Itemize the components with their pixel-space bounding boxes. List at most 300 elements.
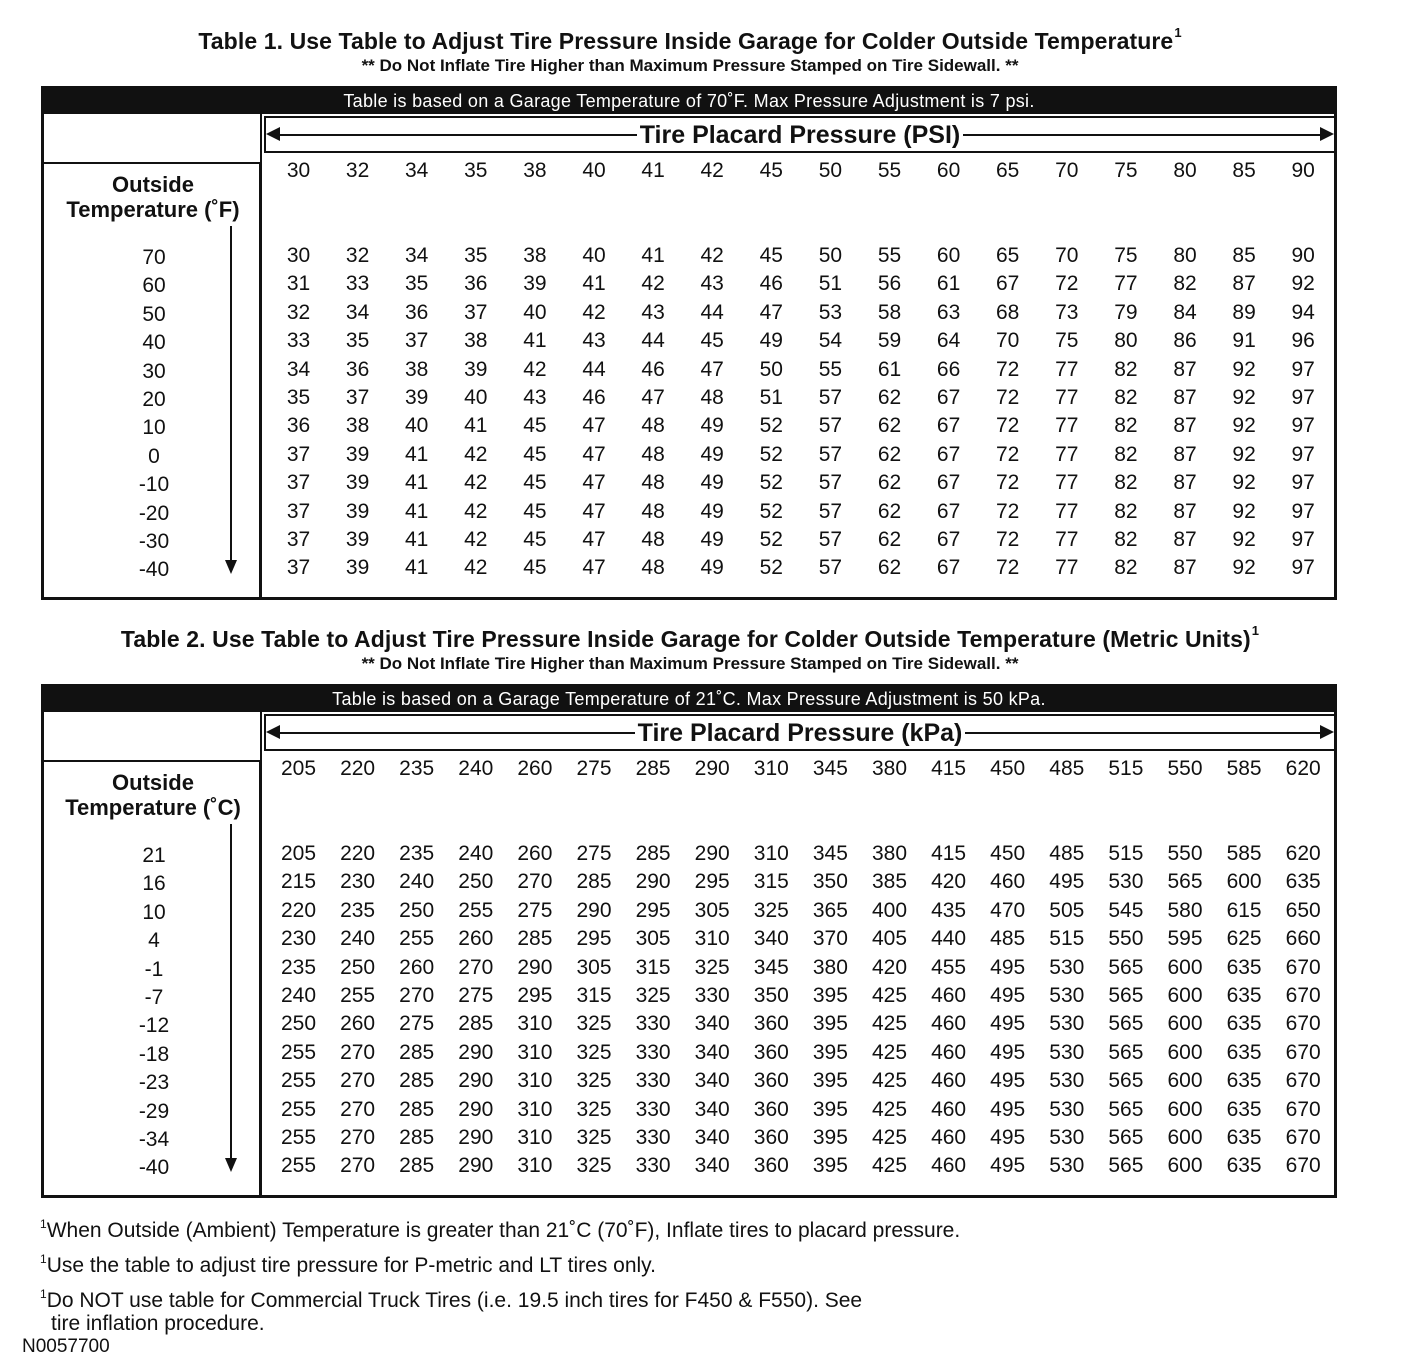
row-temperature: -7 (144, 986, 164, 1009)
table-cell: 35 (286, 386, 311, 409)
table-cell: 97 (1291, 471, 1315, 495)
table-cell: 44 (582, 357, 606, 381)
column-header: 550 (1167, 757, 1203, 780)
column-header: 40 (582, 159, 606, 182)
footnotes (40, 1210, 960, 1338)
table-cell: 57 (818, 442, 843, 466)
table-cell: 35 (405, 272, 429, 296)
table-cell: 45 (523, 442, 547, 466)
table-cell: 515 (1049, 927, 1085, 951)
table-cell: 86 (1173, 329, 1197, 353)
table-cell: 315 (576, 984, 612, 1007)
column-header: 415 (931, 757, 967, 780)
table-cell: 600 (1167, 1126, 1203, 1149)
table-cell: 255 (280, 1069, 317, 1093)
table-cell: 43 (582, 329, 606, 353)
table-cell: 485 (1049, 842, 1085, 865)
column-header: 34 (405, 159, 429, 182)
table-cell: 670 (1285, 1040, 1321, 1064)
table-cell: 82 (1114, 357, 1138, 381)
table-cell: 49 (700, 528, 724, 551)
table-cell: 615 (1226, 898, 1262, 922)
table-cell: 635 (1226, 955, 1262, 979)
table-cell: 255 (340, 984, 376, 1007)
table2-temperature-column (44, 760, 262, 1195)
table-cell: 85 (1232, 244, 1256, 267)
table-cell: 370 (812, 927, 848, 951)
table-cell: 39 (345, 442, 370, 466)
table-cell: 285 (399, 1126, 435, 1149)
table-cell: 50 (818, 244, 843, 267)
down-arrow-icon (225, 560, 237, 574)
table-cell: 600 (1226, 870, 1262, 894)
column-header: 90 (1291, 159, 1315, 182)
column-header: 310 (753, 757, 789, 780)
table-cell: 77 (1055, 471, 1079, 495)
table-cell: 325 (753, 898, 789, 922)
table-cell: 97 (1291, 442, 1315, 466)
table-cell: 365 (812, 898, 848, 922)
table-cell: 395 (812, 1154, 848, 1178)
table-cell: 47 (641, 386, 665, 409)
table-cell: 47 (582, 442, 606, 466)
column-header: 275 (576, 757, 612, 780)
table-cell: 67 (936, 528, 961, 551)
table-cell: 340 (753, 927, 789, 951)
table-cell: 46 (759, 272, 783, 296)
table-cell: 45 (700, 329, 724, 353)
table-cell: 395 (812, 1097, 848, 1121)
table-cell: 455 (931, 955, 967, 979)
table-cell: 325 (576, 1154, 612, 1178)
table-cell: 92 (1232, 442, 1256, 466)
table-cell: 47 (700, 357, 724, 381)
table-cell: 42 (582, 300, 606, 324)
table-cell: 62 (877, 556, 902, 580)
table-cell: 325 (576, 1126, 612, 1149)
table-cell: 285 (399, 1069, 435, 1093)
row-temperature: -20 (138, 501, 170, 525)
table-cell: 470 (990, 898, 1026, 922)
table-cell: 47 (582, 556, 606, 580)
table-cell: 64 (936, 329, 961, 353)
table-cell: 92 (1291, 272, 1315, 296)
table-cell: 340 (694, 1012, 730, 1036)
column-header: 345 (812, 757, 848, 780)
table-cell: 290 (694, 842, 730, 865)
table-cell: 45 (523, 499, 547, 523)
table-cell: 485 (990, 927, 1026, 951)
table-cell: 530 (1049, 1040, 1085, 1064)
table-cell: 530 (1049, 955, 1085, 979)
table-cell: 41 (523, 329, 547, 353)
table-cell: 460 (931, 984, 967, 1007)
table-cell: 330 (635, 1069, 671, 1093)
table-cell: 55 (818, 357, 843, 381)
table-cell: 38 (345, 414, 370, 438)
table-cell: 38 (405, 357, 429, 381)
table-cell: 47 (582, 528, 606, 551)
down-arrow-line (230, 226, 232, 562)
table-cell: 48 (641, 442, 665, 466)
column-header: 620 (1285, 757, 1321, 780)
row-temperature: 16 (142, 872, 166, 896)
footnote-1: $^1$When Outside (Ambient) Temperature is greater than 21˚C (70˚F), Inflate tires to placard pressure. (40, 1217, 961, 1242)
table-cell: 36 (286, 414, 311, 438)
table-cell: 43 (700, 272, 724, 296)
table-cell: 46 (641, 357, 665, 381)
column-header: 41 (641, 159, 665, 182)
table-cell: 495 (1049, 870, 1085, 894)
table-cell: 39 (464, 357, 488, 381)
table-cell: 33 (345, 272, 370, 296)
table-cell: 91 (1232, 329, 1256, 353)
row-temperature: -10 (138, 473, 170, 497)
table-cell: 37 (286, 499, 311, 523)
table-cell: 87 (1173, 556, 1197, 580)
table-cell: 425 (871, 984, 908, 1007)
table-cell: 285 (399, 1040, 435, 1064)
table-cell: 315 (635, 955, 671, 979)
table-cell: 360 (753, 1154, 789, 1178)
table-cell: 39 (345, 528, 370, 551)
table-cell: 45 (759, 244, 783, 267)
table-cell: 345 (812, 842, 848, 865)
table2-note: ** Do Not Inflate Tire Higher than Maximum Pressure Stamped on Tire Sidewall. ** (361, 654, 1019, 673)
table-cell: 425 (871, 1012, 908, 1036)
table-cell: 43 (641, 300, 665, 324)
table-cell: 92 (1232, 414, 1256, 438)
down-arrow-icon (225, 1158, 237, 1172)
column-header: 485 (1049, 757, 1085, 780)
table-cell: 635 (1226, 1097, 1262, 1121)
table-cell: 41 (405, 442, 429, 466)
table-cell: 87 (1173, 499, 1197, 523)
table-cell: 39 (523, 272, 547, 296)
table-cell: 87 (1173, 528, 1197, 551)
table-cell: 515 (1108, 842, 1144, 865)
table-cell: 42 (523, 357, 547, 381)
table-cell: 340 (694, 1097, 730, 1121)
table2-placard-label: Tire Placard Pressure (kPa) (635, 719, 966, 747)
table-cell: 56 (877, 272, 902, 296)
table-cell: 77 (1055, 414, 1079, 438)
table-cell: 600 (1167, 1069, 1203, 1093)
table-cell: 87 (1232, 272, 1256, 296)
table-cell: 50 (759, 357, 783, 381)
table-cell: 495 (990, 1012, 1026, 1036)
table-cell: 275 (517, 898, 553, 922)
table-cell: 425 (871, 1154, 908, 1178)
row-temperature: 60 (142, 274, 166, 298)
table-cell: 37 (405, 329, 429, 353)
table-cell: 67 (936, 471, 961, 495)
table-cell: 260 (399, 955, 435, 979)
table-cell: 57 (818, 414, 843, 438)
table-cell: 49 (700, 414, 724, 438)
table-cell: 96 (1291, 329, 1315, 353)
table2-temperature-header: Outside Temperature (˚C) (65, 770, 241, 820)
table-cell: 97 (1291, 556, 1315, 580)
row-temperature: 30 (142, 359, 166, 383)
table-cell: 62 (877, 386, 902, 409)
table-cell: 420 (871, 955, 908, 979)
table-cell: 585 (1226, 842, 1262, 865)
table-cell: 315 (753, 870, 789, 894)
table-cell: 360 (753, 1012, 789, 1036)
table-cell: 51 (759, 386, 783, 409)
column-header: 75 (1114, 159, 1138, 182)
table-cell: 65 (996, 244, 1020, 267)
table-cell: 77 (1055, 528, 1079, 551)
table-cell: 44 (641, 329, 665, 353)
table-cell: 405 (871, 927, 908, 951)
table-cell: 32 (286, 300, 311, 324)
table-cell: 395 (812, 1040, 848, 1064)
table-cell: 82 (1114, 556, 1138, 580)
table-cell: 350 (812, 870, 848, 894)
table-cell: 325 (694, 955, 730, 979)
table-cell: 600 (1167, 1154, 1203, 1178)
table-cell: 42 (464, 499, 488, 523)
table-cell: 545 (1108, 898, 1144, 922)
table-cell: 530 (1108, 870, 1144, 894)
table-cell: 37 (464, 300, 488, 324)
table-cell: 72 (996, 414, 1020, 438)
table-cell: 325 (576, 1012, 612, 1036)
table-cell: 49 (700, 442, 724, 466)
table-cell: 310 (517, 1012, 553, 1036)
table-cell: 295 (576, 927, 612, 951)
table-cell: 67 (936, 556, 961, 580)
table-cell: 495 (990, 955, 1026, 979)
table-cell: 260 (340, 1012, 376, 1036)
table-cell: 255 (280, 1126, 317, 1149)
table-cell: 270 (399, 984, 435, 1007)
table-cell: 565 (1167, 870, 1203, 894)
table-cell: 47 (582, 471, 606, 495)
table-cell: 255 (399, 927, 435, 951)
table-cell: 255 (280, 1154, 317, 1178)
table-cell: 290 (458, 1154, 494, 1178)
table-cell: 285 (576, 870, 612, 894)
table-cell: 49 (700, 499, 724, 523)
table-cell: 87 (1173, 471, 1197, 495)
table-cell: 330 (635, 1154, 671, 1178)
table-cell: 670 (1285, 1126, 1321, 1149)
table-cell: 240 (340, 927, 376, 951)
table-cell: 290 (635, 870, 671, 894)
table-cell: 235 (280, 955, 317, 979)
table-cell: 330 (694, 984, 730, 1007)
footnote-2: $^1$Use the table to adjust tire pressure for P-metric and LT tires only. (40, 1252, 656, 1277)
table-cell: 505 (1049, 898, 1085, 922)
table-cell: 460 (931, 1040, 967, 1064)
table2-placard-header (264, 714, 1334, 751)
table-cell: 97 (1291, 528, 1315, 551)
column-header: 585 (1226, 757, 1262, 780)
table-cell: 670 (1285, 1069, 1321, 1093)
table-cell: 40 (523, 300, 547, 324)
column-header: 38 (523, 159, 547, 182)
table-cell: 650 (1285, 898, 1321, 922)
table-cell: 97 (1291, 386, 1315, 409)
table-cell: 625 (1226, 927, 1262, 951)
table-cell: 77 (1055, 556, 1079, 580)
table-cell: 52 (759, 414, 783, 438)
table-cell: 33 (286, 329, 311, 353)
table-cell: 57 (818, 556, 843, 580)
table-cell: 325 (635, 984, 671, 1007)
table-cell: 230 (280, 927, 317, 951)
table-cell: 41 (582, 272, 606, 296)
table-cell: 395 (812, 1012, 848, 1036)
table-cell: 97 (1291, 357, 1315, 381)
table-cell: 600 (1167, 955, 1203, 979)
table1-values (265, 155, 1334, 597)
column-header: 80 (1173, 159, 1197, 182)
table-cell: 270 (458, 955, 494, 979)
table-cell: 220 (280, 898, 317, 922)
table-cell: 59 (877, 329, 902, 353)
table-cell: 84 (1173, 300, 1197, 324)
table-cell: 360 (753, 1040, 789, 1064)
table-cell: 270 (340, 1154, 376, 1178)
table-cell: 425 (871, 1097, 908, 1121)
table-cell: 565 (1108, 1126, 1144, 1149)
table-cell: 80 (1173, 244, 1197, 267)
table-cell: 77 (1055, 386, 1079, 409)
table-cell: 67 (936, 442, 961, 466)
table-cell: 57 (818, 528, 843, 551)
column-header: 30 (286, 159, 311, 182)
table-cell: 270 (340, 1069, 376, 1093)
table-cell: 530 (1049, 1154, 1085, 1178)
table-cell: 39 (405, 386, 429, 409)
row-temperature: 40 (142, 331, 166, 355)
table-cell: 39 (345, 471, 370, 495)
table1 (41, 86, 1337, 600)
table-cell: 35 (345, 329, 370, 353)
row-temperature: 20 (142, 388, 166, 411)
table-cell: 48 (641, 414, 665, 438)
table2-corner (44, 712, 262, 760)
table-cell: 415 (931, 842, 967, 865)
table-cell: 460 (931, 1126, 967, 1149)
table-cell: 82 (1114, 442, 1138, 466)
table-cell: 47 (582, 499, 606, 523)
table-cell: 92 (1232, 528, 1256, 551)
table-cell: 82 (1173, 272, 1197, 296)
table-cell: 330 (635, 1097, 671, 1121)
table-cell: 47 (582, 414, 606, 438)
table-cell: 290 (576, 898, 612, 922)
table-cell: 63 (936, 300, 961, 324)
table-cell: 395 (812, 1069, 848, 1093)
table-cell: 460 (931, 1154, 967, 1178)
row-temperature: -40 (138, 1156, 170, 1180)
table-cell: 635 (1226, 1040, 1262, 1064)
table-cell: 92 (1232, 357, 1256, 381)
table-cell: 52 (759, 499, 783, 523)
table-cell: 94 (1291, 300, 1315, 324)
column-header: 55 (877, 159, 902, 182)
table-cell: 34 (405, 244, 429, 267)
table-cell: 635 (1226, 1154, 1262, 1178)
table-cell: 340 (694, 1069, 730, 1093)
table2 (41, 684, 1337, 1198)
table-cell: 87 (1173, 357, 1197, 381)
table-cell: 380 (812, 955, 848, 979)
table-cell: 285 (399, 1097, 435, 1121)
row-temperature: -1 (144, 957, 164, 981)
table-cell: 495 (990, 1126, 1026, 1149)
table-cell: 230 (340, 870, 376, 894)
table-cell: 49 (759, 329, 783, 353)
column-header: 235 (399, 757, 435, 780)
table-cell: 41 (405, 471, 429, 495)
table-cell: 41 (405, 556, 429, 580)
table-cell: 87 (1173, 442, 1197, 466)
table-cell: 305 (694, 898, 730, 922)
table-cell: 295 (635, 898, 671, 922)
table-cell: 30 (286, 244, 311, 267)
table-cell: 205 (280, 842, 317, 865)
table-cell: 270 (340, 1097, 376, 1121)
table-cell: 670 (1285, 984, 1321, 1007)
table-cell: 285 (399, 1154, 435, 1178)
table-cell: 275 (399, 1012, 435, 1036)
table-cell: 550 (1108, 927, 1144, 951)
table-cell: 495 (990, 1069, 1026, 1093)
table-cell: 275 (576, 842, 612, 865)
table-cell: 255 (458, 898, 494, 922)
table-cell: 82 (1114, 471, 1138, 495)
table-cell: 235 (340, 898, 376, 922)
table1-note: ** Do Not Inflate Tire Higher than Maximum Pressure Stamped on Tire Sidewall. ** (361, 56, 1019, 75)
table-cell: 31 (286, 272, 311, 296)
table-cell: 400 (871, 898, 908, 922)
row-temperature: -12 (138, 1014, 170, 1038)
column-header: 260 (517, 757, 553, 780)
table-cell: 87 (1173, 386, 1197, 409)
table-cell: 635 (1226, 984, 1262, 1007)
table-cell: 250 (399, 898, 435, 922)
table-cell: 75 (1055, 329, 1079, 353)
table-cell: 36 (464, 272, 488, 296)
table-cell: 39 (345, 499, 370, 523)
table-cell: 295 (517, 984, 553, 1007)
column-header: 65 (996, 159, 1020, 182)
table-cell: 550 (1167, 842, 1203, 865)
table-cell: 42 (700, 244, 724, 267)
table-cell: 310 (517, 1040, 553, 1064)
table-cell: 42 (641, 272, 665, 296)
table-cell: 450 (990, 842, 1026, 865)
table-cell: 435 (931, 898, 967, 922)
table-cell: 670 (1285, 1097, 1321, 1121)
table-cell: 530 (1049, 1012, 1085, 1036)
table-cell: 290 (458, 1069, 494, 1093)
table-cell: 325 (576, 1097, 612, 1121)
table-cell: 330 (635, 1040, 671, 1064)
table-cell: 44 (700, 300, 724, 324)
table-cell: 37 (286, 528, 311, 551)
table-cell: 620 (1285, 842, 1321, 865)
table-cell: 82 (1114, 528, 1138, 551)
table-cell: 42 (464, 528, 488, 551)
row-temperature: 21 (142, 844, 166, 867)
